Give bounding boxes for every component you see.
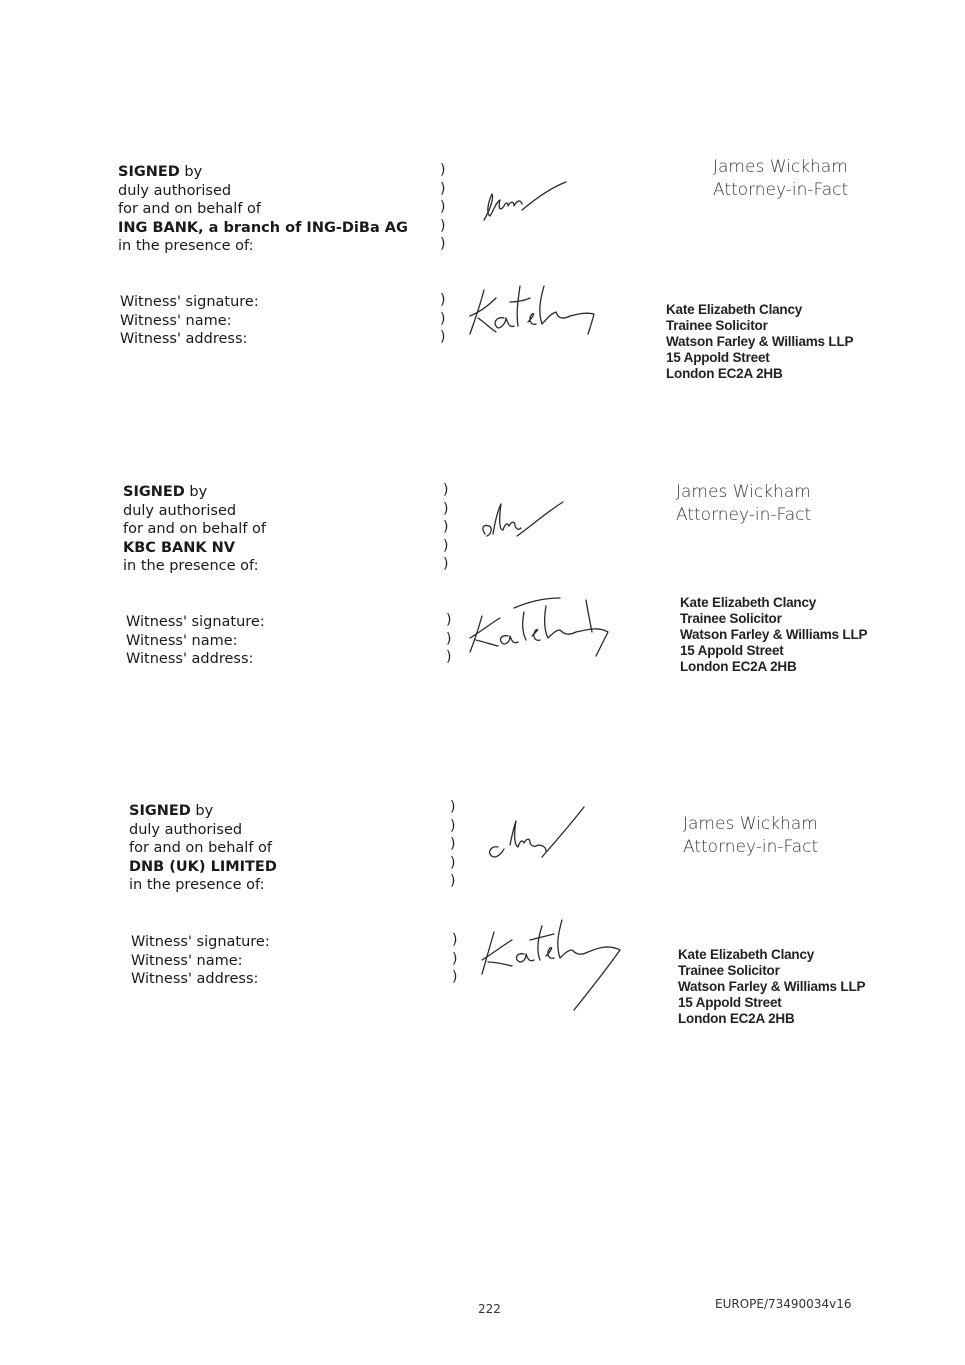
witness-name-label: Witness' name: bbox=[126, 632, 238, 649]
attorney-title: Attorney-in-Fact bbox=[683, 837, 819, 857]
presence-of: in the presence of: bbox=[123, 558, 259, 575]
paren-column-3: ) ) ) ) ) bbox=[450, 799, 456, 890]
signed-label: SIGNED bbox=[118, 164, 180, 180]
attorney-name: James Wickham bbox=[713, 157, 848, 177]
entity-name: KBC BANK NV bbox=[123, 539, 236, 556]
witness-labels-1 bbox=[120, 293, 259, 349]
witness-address-label: Witness' address: bbox=[131, 971, 259, 988]
on-behalf-of: for and on behalf of bbox=[129, 840, 273, 857]
attorney-block-1 bbox=[713, 156, 848, 202]
witness-details-2: Kate Elizabeth Clancy Trainee Solicitor Watson Farley & Williams LLP 15 Appold Street London EC2A 2HB bbox=[680, 595, 868, 674]
on-behalf-of: for and on behalf of bbox=[118, 201, 262, 218]
witness-details-3: Kate Elizabeth Clancy Trainee Solicitor Watson Farley & Williams LLP 15 Appold Street London EC2A 2HB bbox=[678, 947, 866, 1026]
duly-authorised: duly authorised bbox=[123, 502, 237, 519]
paren-column-2b: ) ) ) bbox=[446, 612, 452, 666]
paren-column-3b: ) ) ) bbox=[452, 932, 458, 986]
witness-signature-label: Witness' signature: bbox=[131, 934, 270, 950]
witness-signature-2 bbox=[466, 596, 616, 662]
document-reference: EUROPE/73490034v16 bbox=[715, 1297, 852, 1311]
entity-name: DNB (UK) LIMITED bbox=[129, 858, 277, 875]
witness-address-label: Witness' address: bbox=[120, 331, 248, 348]
paren-column-1: ) ) ) ) ) bbox=[440, 162, 446, 253]
attorney-block-3 bbox=[683, 813, 818, 859]
witness-labels-2 bbox=[126, 613, 265, 669]
witness-signature-label: Witness' signature: bbox=[126, 614, 265, 630]
signing-block-2: SIGNED by duly authorised for and on behalf of KBC BANK NV in the presence of: bbox=[123, 484, 267, 575]
attorney-name: James Wickham bbox=[676, 482, 811, 502]
signing-block-1: SIGNED by duly authorised for and on behalf of ING BANK, a branch of ING-DiBa AG in the presence of: bbox=[118, 164, 408, 255]
attorney-title: Attorney-in-Fact bbox=[713, 180, 849, 200]
paren-column-2: ) ) ) ) ) bbox=[443, 482, 449, 573]
attorney-block-2 bbox=[676, 481, 811, 527]
attorney-signature-2 bbox=[475, 498, 575, 548]
duly-authorised: duly authorised bbox=[129, 821, 243, 838]
witness-signature-label: Witness' signature: bbox=[120, 294, 259, 310]
signed-label: SIGNED bbox=[129, 803, 191, 819]
witness-name-label: Witness' name: bbox=[120, 312, 232, 329]
witness-signature-3 bbox=[474, 916, 624, 1016]
witness-details-1: Kate Elizabeth Clancy Trainee Solicitor Watson Farley & Williams LLP 15 Appold Street London EC2A 2HB bbox=[666, 302, 854, 381]
entity-name: ING BANK, a branch of ING-DiBa AG bbox=[118, 219, 408, 236]
attorney-signature-1 bbox=[478, 180, 578, 230]
page-number: 222 bbox=[478, 1302, 501, 1316]
witness-name-label: Witness' name: bbox=[131, 952, 243, 969]
duly-authorised: duly authorised bbox=[118, 182, 232, 199]
witness-labels-3 bbox=[131, 933, 270, 989]
witness-address-label: Witness' address: bbox=[126, 651, 254, 668]
witness-signature-1 bbox=[466, 282, 611, 342]
signed-label: SIGNED bbox=[123, 484, 185, 500]
signing-block-3: SIGNED by duly authorised for and on behalf of DNB (UK) LIMITED in the presence of: bbox=[129, 803, 277, 894]
presence-of: in the presence of: bbox=[118, 238, 254, 255]
presence-of: in the presence of: bbox=[129, 877, 265, 894]
attorney-name: James Wickham bbox=[683, 814, 818, 834]
paren-column-1b: ) ) ) bbox=[440, 292, 446, 346]
on-behalf-of: for and on behalf of bbox=[123, 521, 267, 538]
attorney-signature-3 bbox=[480, 805, 590, 865]
attorney-title: Attorney-in-Fact bbox=[676, 505, 812, 525]
